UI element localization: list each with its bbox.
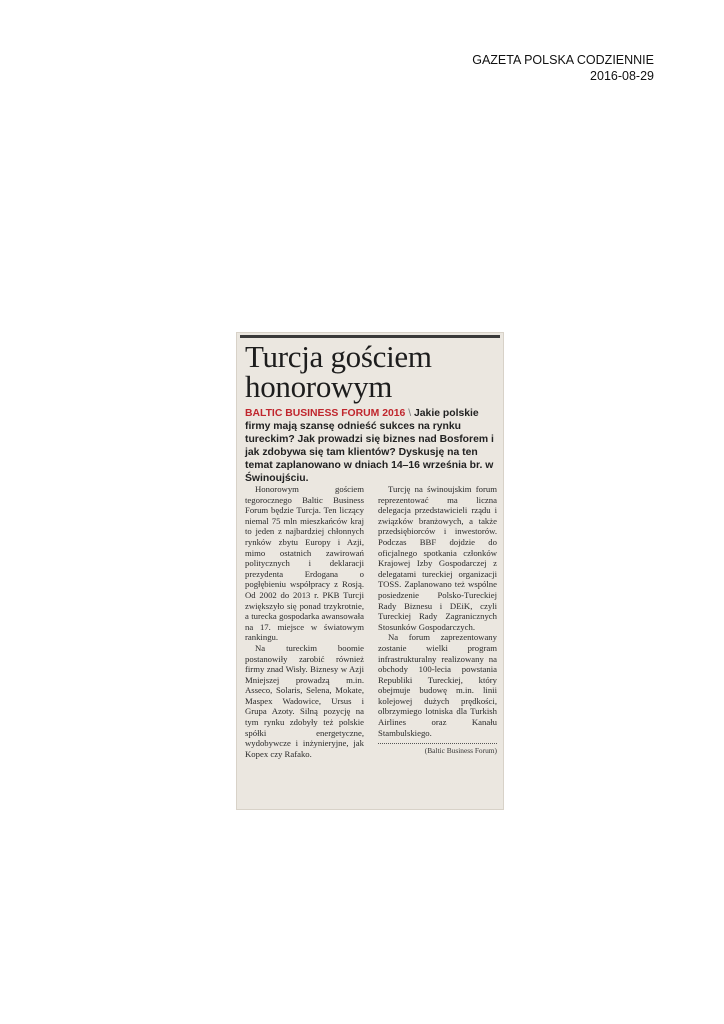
body-column-right (378, 484, 497, 759)
dotted-divider (378, 739, 497, 744)
page-header (472, 52, 654, 84)
article-body (245, 484, 497, 759)
publication-date: 2016-08-29 (590, 69, 654, 83)
lead-text: Jakie polskie firmy mają szansę odnieść sukces na rynku tureckim? Jak prowadzi się biznes nad Bosforem i jak zdobywa się tam klientów? Dyskusję na ten temat zaplanowano w dniach 14–16 września br. w Świnoujściu. (245, 408, 494, 484)
paragraph: Turcję na świnoujskim forum reprezentować ma liczna delegacja przedstawicieli rządu i związków branżowych, a także przedsiębiorców i inwestorów. Podczas BBF dojdzie do oficjalnego spotkania członków Krajowej Izby Gospodarczej z delegatami tureckiej organizacji TOSS. Zaplanowano też wspólne posiedzenie Polsko-Tureckiej Rady Biznesu i DEiK, czyli Tureckiej Rady Zagranicznych Stosunków Gospodarczych. (378, 484, 497, 632)
article-title: Turcja gościem honorowym (245, 339, 432, 404)
article-lead (245, 407, 499, 485)
source-credit: (Baltic Business Forum) (424, 746, 497, 756)
body-column-left (245, 484, 364, 759)
paragraph: Na forum zaprezentowany zostanie wielki program infrastrukturalny realizowany na obchody 100-lecia powstania Republiki Tureckiej, który obejmuje budowę m.in. linii kolejowej dużych prędkości, olbrzymiego lotniska dla Turkish Airlines oraz Kanału Stambulskiego. (378, 632, 497, 738)
publication-name: GAZETA POLSKA CODZIENNIE (472, 53, 654, 67)
paragraph: Honorowym gościem tegorocznego Baltic Business Forum będzie Turcja. Ten liczący niemal 75 mln mieszkańców kraj to jeden z najbardziej chłonnych rynków zbytu Europy i Azji, mimo ostatnich zawirowań politycznych i deklaracji prezydenta Erdogana o pogłębieniu współpracy z Rosją. Od 2002 do 2013 r. PKB Turcji zwiększyło się ponad trzykrotnie, a turecka gospodarka awansowała na 17. miejsce w światowym rankingu. (245, 484, 364, 643)
paragraph: Na tureckim boomie postanowiły zarobić również firmy znad Wisły. Biznesy w Azji Mniejszej prowadzą m.in. Asseco, Solaris, Selena, Mokate, Maspex Wadowice, Ursus i Grupa Azoty. Silną pozycję na tym rynku zdobyły też polskie spółki energetyczne, wydobywcze i inżynieryjne, jak Kopex czy Rafako. (245, 642, 364, 759)
kicker-label: BALTIC BUSINESS FORUM 2016 (245, 408, 406, 419)
top-rule (240, 335, 500, 338)
press-clipping (236, 332, 504, 810)
kicker-separator: \ (408, 408, 412, 419)
